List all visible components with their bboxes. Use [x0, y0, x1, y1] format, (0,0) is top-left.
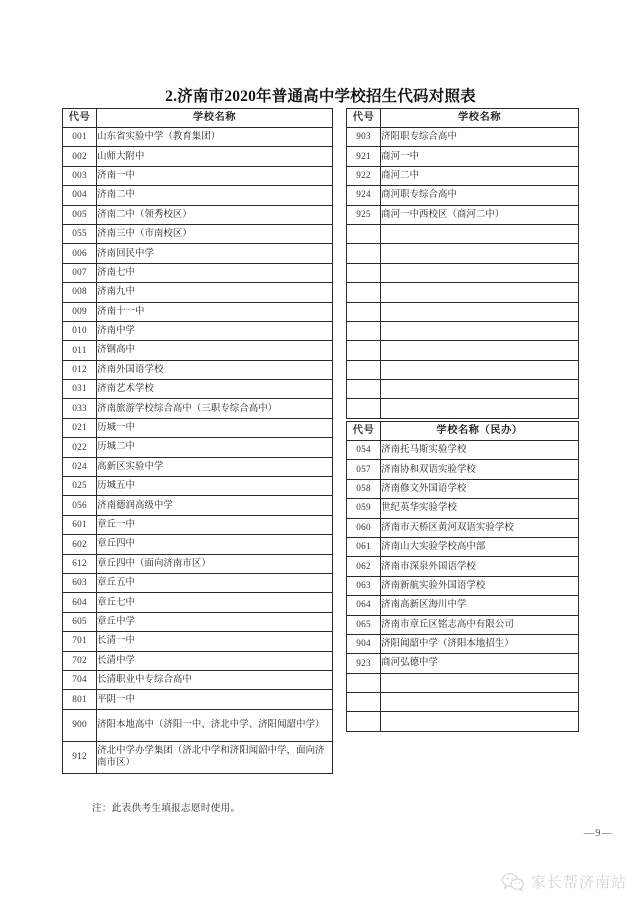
school-name-cell: 济南七中 [97, 263, 333, 282]
table-row [63, 399, 333, 418]
table-row [347, 479, 579, 498]
table-row [347, 147, 579, 166]
school-name-cell: 章丘一中 [97, 515, 333, 534]
school-code-cell: 004 [63, 186, 97, 205]
school-code-cell: 704 [63, 670, 97, 689]
table-row [347, 224, 579, 243]
school-code-cell: 612 [63, 554, 97, 573]
school-name-cell: 济南十一中 [97, 302, 333, 321]
table-row [63, 741, 333, 773]
brand-name: 家长帮济南站 [530, 875, 627, 891]
school-name-cell: 济南协和双语实验学校 [381, 460, 579, 479]
school-name-cell: 济南一中 [97, 166, 333, 185]
school-code-cell: 701 [63, 632, 97, 651]
school-code-cell: 054 [347, 441, 381, 460]
table-row [347, 360, 579, 379]
school-name-cell: 济南德润高级中学 [97, 496, 333, 515]
school-name-cell: 长清中学 [97, 651, 333, 670]
school-name-cell: 济南二中（领秀校区） [97, 205, 333, 224]
school-name-cell [381, 693, 579, 712]
table-row [63, 166, 333, 185]
footer-note: 注：此表供考生填报志愿时使用。 [92, 803, 241, 814]
school-name-cell: 济阳本地高中（济阳一中、济北中学、济阳闻韶中学） [97, 709, 333, 741]
private-table-body [347, 441, 579, 732]
table-row [63, 205, 333, 224]
school-code-cell: 925 [347, 205, 381, 224]
school-name-cell: 山东省实验中学（教育集团） [97, 128, 333, 147]
table-row [347, 263, 579, 282]
school-code-cell: 058 [347, 479, 381, 498]
school-code-cell: 900 [63, 709, 97, 741]
school-code-cell: 921 [347, 147, 381, 166]
school-code-cell: 602 [63, 535, 97, 554]
school-name-cell [381, 263, 579, 282]
table-row [347, 499, 579, 518]
school-code-cell: 065 [347, 615, 381, 634]
school-code-cell: 603 [63, 573, 97, 592]
school-name-cell: 济南三中（市南校区） [97, 224, 333, 243]
school-code-cell [347, 263, 381, 282]
school-code-cell: 922 [347, 166, 381, 185]
table-row [347, 673, 579, 692]
table-row [347, 380, 579, 399]
school-name-cell: 济南九中 [97, 283, 333, 302]
school-code-cell: 060 [347, 518, 381, 537]
table-row [347, 518, 579, 537]
right-table-body [347, 128, 579, 419]
school-name-cell [381, 321, 579, 340]
school-code-cell: 002 [63, 147, 97, 166]
school-name-cell: 世纪英华实验学校 [381, 499, 579, 518]
school-name-cell: 济南市天桥区黄河双语实验学校 [381, 518, 579, 537]
school-code-cell [347, 321, 381, 340]
school-name-cell [381, 341, 579, 360]
school-code-cell: 021 [63, 418, 97, 437]
school-name-cell: 商河一中 [381, 147, 579, 166]
table-row [63, 147, 333, 166]
school-name-cell: 历城二中 [97, 438, 333, 457]
public-schools-table-right [346, 108, 579, 419]
school-code-cell: 055 [63, 224, 97, 243]
school-code-cell [347, 224, 381, 243]
school-code-cell: 024 [63, 457, 97, 476]
table-row [63, 341, 333, 360]
school-name-cell: 济南回民中学 [97, 244, 333, 263]
school-code-cell: 008 [63, 283, 97, 302]
table-row [63, 515, 333, 534]
school-code-cell: 604 [63, 593, 97, 612]
school-name-cell: 济南中学 [97, 321, 333, 340]
table-row [63, 302, 333, 321]
school-code-cell: 924 [347, 186, 381, 205]
school-code-cell [347, 360, 381, 379]
school-code-cell: 009 [63, 302, 97, 321]
school-name-cell: 济南新航实验外国语学校 [381, 576, 579, 595]
table-row [347, 283, 579, 302]
school-code-cell: 022 [63, 438, 97, 457]
table-row [347, 596, 579, 615]
school-code-cell: 601 [63, 515, 97, 534]
school-code-cell: 063 [347, 576, 381, 595]
school-code-cell: 005 [63, 205, 97, 224]
school-name-cell: 济南高新区海川中学 [381, 596, 579, 615]
table-row [63, 612, 333, 631]
school-code-cell: 001 [63, 128, 97, 147]
table-row [347, 166, 579, 185]
school-code-cell: 010 [63, 321, 97, 340]
school-name-cell: 济南艺术学校 [97, 380, 333, 399]
school-code-cell: 007 [63, 263, 97, 282]
school-code-cell: 903 [347, 128, 381, 147]
table-row [63, 593, 333, 612]
school-code-cell: 031 [63, 380, 97, 399]
school-name-cell [381, 224, 579, 243]
table-row [63, 438, 333, 457]
school-code-cell [347, 380, 381, 399]
school-code-cell: 003 [63, 166, 97, 185]
school-name-cell: 济南市深泉外国语学校 [381, 557, 579, 576]
school-code-cell: 912 [63, 741, 97, 773]
school-code-cell [347, 244, 381, 263]
table-row [347, 634, 579, 653]
school-name-cell: 历城五中 [97, 477, 333, 496]
school-name-cell [381, 283, 579, 302]
table-row [63, 632, 333, 651]
table-row [347, 576, 579, 595]
column-header-code-private: 代号 [347, 422, 381, 441]
table-row [347, 205, 579, 224]
school-name-cell: 济阳闻韶中学（济阳本地招生） [381, 634, 579, 653]
school-code-cell: 801 [63, 690, 97, 709]
column-header-school-name: 学校名称 [97, 109, 333, 128]
school-code-cell: 064 [347, 596, 381, 615]
school-name-cell: 高新区实验中学 [97, 457, 333, 476]
table-row [347, 302, 579, 321]
table-row [63, 224, 333, 243]
table-row [347, 321, 579, 340]
table-row [63, 360, 333, 379]
table-row [63, 554, 333, 573]
column-header-code: 代号 [63, 109, 97, 128]
school-code-cell: 012 [63, 360, 97, 379]
page-title: 2.济南市2020年普通高中学校招生代码对照表 [165, 88, 476, 105]
page-number: —9— [583, 828, 613, 839]
school-code-cell: 605 [63, 612, 97, 631]
school-code-cell [347, 302, 381, 321]
school-name-cell: 长清一中 [97, 632, 333, 651]
school-code-cell: 006 [63, 244, 97, 263]
table-header-row [347, 109, 579, 128]
table-row [347, 693, 579, 712]
school-code-cell [347, 283, 381, 302]
table-row [63, 670, 333, 689]
school-name-cell [381, 399, 579, 418]
school-name-cell: 章丘中学 [97, 612, 333, 631]
table-row [63, 709, 333, 741]
school-name-cell: 济北中学办学集团（济北中学和济阳闻韶中学，面向济南市区） [97, 741, 333, 773]
table-row [63, 418, 333, 437]
table-row [63, 263, 333, 282]
school-name-cell: 章丘四中（面向济南市区） [97, 554, 333, 573]
table-row [347, 399, 579, 418]
school-code-cell: 904 [347, 634, 381, 653]
table-row [347, 341, 579, 360]
table-row [63, 457, 333, 476]
school-code-cell: 923 [347, 654, 381, 673]
table-row [63, 535, 333, 554]
school-name-cell: 商河弘德中学 [381, 654, 579, 673]
table-header-row [63, 109, 333, 128]
school-code-cell [347, 712, 381, 731]
school-name-cell: 济南二中 [97, 186, 333, 205]
school-code-cell: 033 [63, 399, 97, 418]
table-row [347, 557, 579, 576]
school-code-cell: 062 [347, 557, 381, 576]
table-row [63, 186, 333, 205]
school-name-cell: 山师大附中 [97, 147, 333, 166]
school-name-cell: 章丘七中 [97, 593, 333, 612]
school-name-cell: 章丘五中 [97, 573, 333, 592]
table-row [63, 477, 333, 496]
school-name-cell [381, 302, 579, 321]
school-name-cell [381, 244, 579, 263]
school-name-cell: 济南外国语学校 [97, 360, 333, 379]
school-name-cell: 济南市章丘区铭志高中有限公司 [381, 615, 579, 634]
school-name-cell [381, 673, 579, 692]
brand-watermark [501, 871, 627, 892]
school-code-cell: 061 [347, 537, 381, 556]
school-name-cell: 历城一中 [97, 418, 333, 437]
table-row [63, 573, 333, 592]
school-name-cell: 平阴一中 [97, 690, 333, 709]
school-code-cell: 057 [347, 460, 381, 479]
school-code-cell [347, 693, 381, 712]
column-header-school-name-private: 学校名称（民办） [381, 422, 579, 441]
school-name-cell: 长清职业中专综合高中 [97, 670, 333, 689]
school-code-cell [347, 341, 381, 360]
school-code-cell: 059 [347, 499, 381, 518]
table-row [63, 496, 333, 515]
private-schools-table [346, 421, 579, 732]
table-row [63, 690, 333, 709]
school-name-cell: 章丘四中 [97, 535, 333, 554]
school-code-cell: 025 [63, 477, 97, 496]
school-code-cell [347, 673, 381, 692]
school-name-cell [381, 360, 579, 379]
school-code-cell: 011 [63, 341, 97, 360]
school-name-cell [381, 712, 579, 731]
column-header-school-name: 学校名称 [381, 109, 579, 128]
table-row [347, 441, 579, 460]
table-row [347, 244, 579, 263]
table-row [347, 128, 579, 147]
table-row [63, 128, 333, 147]
school-name-cell: 济南旅游学校综合高中（三职专综合高中） [97, 399, 333, 418]
table-row [63, 283, 333, 302]
school-code-cell [347, 399, 381, 418]
table-row [63, 244, 333, 263]
table-row [347, 712, 579, 731]
school-name-cell: 商河二中 [381, 166, 579, 185]
school-code-cell: 702 [63, 651, 97, 670]
school-code-cell: 056 [63, 496, 97, 515]
left-table-body [63, 128, 333, 774]
school-name-cell: 济阳职专综合高中 [381, 128, 579, 147]
school-name-cell: 济南托马斯实验学校 [381, 441, 579, 460]
table-row [347, 654, 579, 673]
table-row [347, 460, 579, 479]
school-name-cell: 商河职专综合高中 [381, 186, 579, 205]
school-name-cell: 济南山大实验学校高中部 [381, 537, 579, 556]
public-schools-table-left [62, 108, 333, 774]
table-row [347, 537, 579, 556]
column-header-code: 代号 [347, 109, 381, 128]
table-row [63, 380, 333, 399]
wechat-icon [501, 872, 525, 892]
school-name-cell [381, 380, 579, 399]
school-name-cell: 济钢高中 [97, 341, 333, 360]
table-header-row-private [347, 422, 579, 441]
school-name-cell: 商河一中西校区（商河二中） [381, 205, 579, 224]
table-row [63, 321, 333, 340]
table-row [347, 615, 579, 634]
school-name-cell: 济南修文外国语学校 [381, 479, 579, 498]
table-row [63, 651, 333, 670]
table-row [347, 186, 579, 205]
